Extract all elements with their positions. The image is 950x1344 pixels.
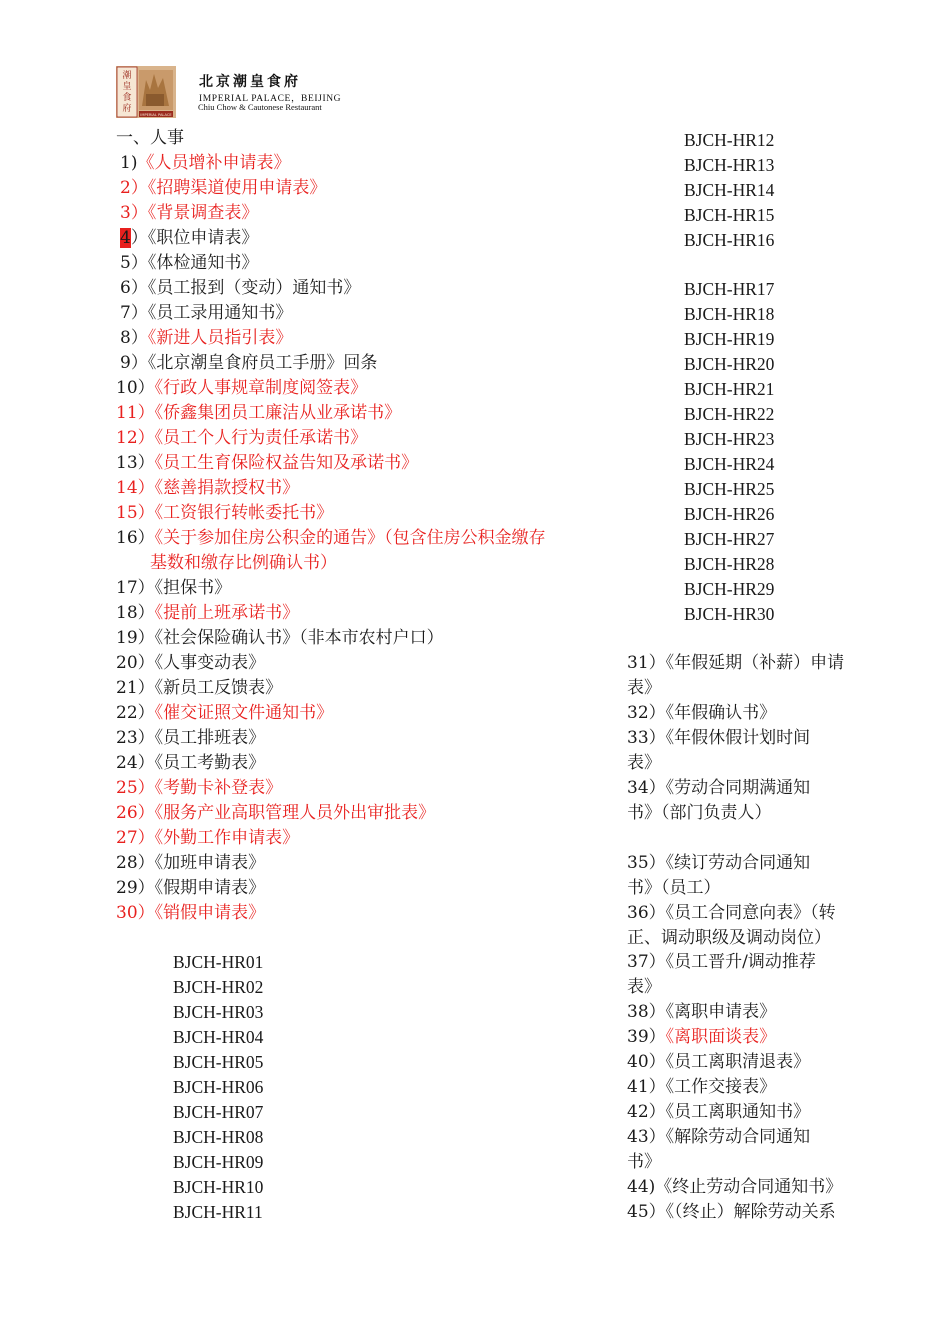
list-item: 11）《侨鑫集团员工廉洁从业承诺书》 [116, 403, 402, 423]
form-code: BJCH-HR19 [684, 329, 775, 349]
list-item: 2）《招聘渠道使用申请表》 [120, 178, 327, 198]
list-item: 32）《年假确认书》 [627, 703, 777, 723]
list-item-continuation: 书》（部门负责人） [627, 803, 772, 823]
form-code: BJCH-HR06 [173, 1077, 264, 1097]
form-code: BJCH-HR12 [684, 130, 775, 150]
form-code: BJCH-HR20 [684, 354, 775, 374]
list-item: 42）《员工离职通知书》 [627, 1102, 811, 1122]
svg-text:府: 府 [122, 104, 132, 114]
form-code: BJCH-HR17 [684, 279, 775, 299]
list-item-continuation: 表》 [627, 678, 661, 698]
list-item: 34）《劳动合同期满通知 [627, 778, 811, 798]
list-item: 15）《工资银行转帐委托书》 [116, 503, 334, 523]
list-item: 31）《年假延期（补薪）申请 [627, 653, 845, 673]
list-item: 4）《职位申请表》 [120, 228, 259, 248]
form-code: BJCH-HR09 [173, 1152, 264, 1172]
company-logo [116, 66, 366, 118]
list-item-continuation: 表》 [627, 977, 661, 997]
form-code: BJCH-HR27 [684, 529, 775, 549]
list-item-continuation: 表》 [627, 753, 661, 773]
list-item: 3）《背景调查表》 [120, 203, 259, 223]
list-item: 33）《年假休假计划时间 [627, 728, 811, 748]
form-code: BJCH-HR07 [173, 1102, 264, 1122]
form-code: BJCH-HR23 [684, 429, 775, 449]
list-item: 45）《（终止）解除劳动关系 [627, 1202, 836, 1222]
section-title: 一、人事 [116, 128, 184, 148]
list-item: 41）《工作交接表》 [627, 1077, 777, 1097]
list-item: 43）《解除劳动合同通知 [627, 1127, 811, 1147]
list-item: 29）《假期申请表》 [116, 878, 266, 898]
form-code: BJCH-HR04 [173, 1027, 264, 1047]
svg-text:食: 食 [122, 93, 132, 103]
list-item-continuation: 基数和缴存比例确认书） [150, 553, 337, 573]
list-item: 25）《考勤卡补登表》 [116, 778, 283, 798]
brand-english-name: IMPERIAL PALACE，BEIJING [199, 94, 342, 104]
list-item: 37）《员工晋升/调动推荐 [627, 952, 816, 972]
form-code: BJCH-HR25 [684, 479, 775, 499]
list-item: 23）《员工排班表》 [116, 728, 266, 748]
list-item: 30）《销假申请表》 [116, 903, 266, 923]
list-item: 21）《新员工反馈表》 [116, 678, 283, 698]
form-code: BJCH-HR08 [173, 1127, 264, 1147]
list-item-continuation: 书》 [627, 1152, 661, 1172]
restaurant-seal-icon [116, 66, 176, 118]
highlighted-number: 4 [120, 228, 131, 248]
list-item-continuation: 书》（员工） [627, 878, 721, 898]
list-item: 9）《北京潮皇食府员工手册》回条 [120, 353, 378, 373]
list-item: 44)《终止劳动合同通知书》 [627, 1177, 843, 1197]
form-code: BJCH-HR30 [684, 604, 775, 624]
list-item: 19）《社会保险确认书》（非本市农村户口） [116, 628, 444, 648]
form-code: BJCH-HR21 [684, 379, 775, 399]
form-code: BJCH-HR16 [684, 230, 775, 250]
form-code: BJCH-HR29 [684, 579, 775, 599]
svg-text:潮: 潮 [122, 71, 132, 81]
list-item: 13）《员工生育保险权益告知及承诺书》 [116, 453, 419, 473]
list-item: 6）《员工报到（变动）通知书》 [120, 278, 361, 298]
form-code: BJCH-HR05 [173, 1052, 264, 1072]
list-item: 14）《慈善捐款授权书》 [116, 478, 300, 498]
list-item: 16）《关于参加住房公积金的通告》（包含住房公积金缴存 [116, 528, 546, 548]
list-item: 35）《续订劳动合同通知 [627, 853, 811, 873]
list-item: 12）《员工个人行为责任承诺书》 [116, 428, 368, 448]
list-item: 8）《新进人员指引表》 [120, 328, 293, 348]
form-code: BJCH-HR18 [684, 304, 775, 324]
form-code: BJCH-HR14 [684, 180, 775, 200]
list-item: 40）《员工离职清退表》 [627, 1052, 811, 1072]
form-code: BJCH-HR10 [173, 1177, 264, 1197]
list-item: 26）《服务产业高职管理人员外出审批表》 [116, 803, 436, 823]
form-code: BJCH-HR01 [173, 952, 264, 972]
list-item: 20）《人事变动表》 [116, 653, 266, 673]
form-code: BJCH-HR13 [684, 155, 775, 175]
list-item: 18）《提前上班承诺书》 [116, 603, 300, 623]
list-item-continuation: 正、调动职级及调动岗位） [627, 928, 831, 948]
list-item: 28）《加班申请表》 [116, 853, 266, 873]
form-code: BJCH-HR02 [173, 977, 264, 997]
list-item: 38）《离职申请表》 [627, 1002, 777, 1022]
list-item: 22）《催交证照文件通知书》 [116, 703, 334, 723]
form-code: BJCH-HR24 [684, 454, 775, 474]
list-item: 7）《员工录用通知书》 [120, 303, 293, 323]
brand-chinese-name: 北京潮皇食府 [199, 74, 301, 90]
form-code: BJCH-HR22 [684, 404, 775, 424]
form-code: BJCH-HR28 [684, 554, 775, 574]
list-item: 24）《员工考勤表》 [116, 753, 266, 773]
svg-text:IMPERIAL PALACE: IMPERIAL PALACE [140, 113, 172, 117]
list-item: 5）《体检通知书》 [120, 253, 259, 273]
list-item: 27）《外勤工作申请表》 [116, 828, 300, 848]
list-item: 17）《担保书》 [116, 578, 232, 598]
form-code: BJCH-HR26 [684, 504, 775, 524]
svg-text:皇: 皇 [122, 82, 132, 92]
form-code: BJCH-HR11 [173, 1202, 263, 1222]
form-code: BJCH-HR03 [173, 1002, 264, 1022]
form-code: BJCH-HR15 [684, 205, 775, 225]
list-item: 39）《离职面谈表》 [627, 1027, 777, 1047]
list-item: 36）《员工合同意向表》（转 [627, 903, 836, 923]
brand-subtitle: Chiu Chow & Cautonese Restaurant [198, 102, 322, 112]
list-item: 10）《行政人事规章制度阅签表》 [116, 378, 368, 398]
list-item: 1)《人员增补申请表》 [120, 153, 291, 173]
